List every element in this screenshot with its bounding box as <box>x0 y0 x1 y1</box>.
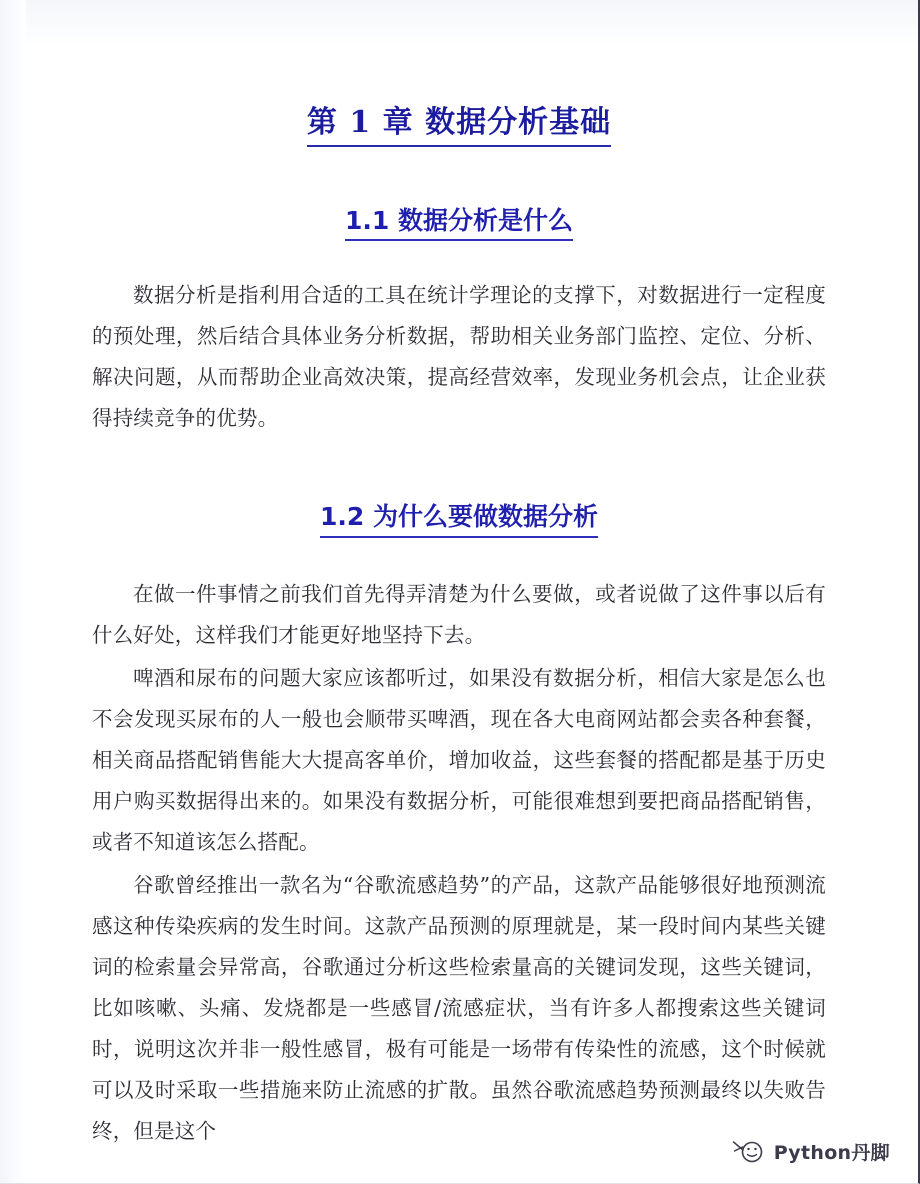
watermark-label: Python丹脚 <box>773 1141 890 1164</box>
paragraph: 谷歌曾经推出一款名为“谷歌流感趋势”的产品，这款产品能够很好地预测流感这种传染疾病的发生时间。这款产品预测的原理就是，某一段时间内某些关键词的检索量会异常高，谷歌通过分析这些检索量高的关键词发现，这些关键词，比如咳嗽、头痛、发烧都是一些感冒/流感症状，当有许多人都搜索这些关键词时，说明这次并非一般性感冒，极有可能是一场带有传染性的流感，这个时候就可以及时采取一些措施来防止流感的扩散。虽然谷歌流感趋势预测最终以失败告终，但是这个 <box>92 872 826 1143</box>
section-heading-1-2 <box>92 501 826 538</box>
section-label-1-1: 数据分析是什么 <box>398 205 574 235</box>
section-number-1-2: 1.2 <box>319 502 365 531</box>
paragraph: 啤酒和尿布的问题大家应该都听过，如果没有数据分析，相信大家是怎么也不会发现买尿布的人一般也会顺带买啤酒，现在各大电商网站都会卖各种套餐，相关商品搭配销售能大大提高客单价，增加收益，这些套餐的搭配都是基于历史用户购买数据得出来的。如果没有数据分析，可能很难想到要把商品搭配销售，或者不知道该怎么搭配。 <box>92 665 826 854</box>
section-label-1-2: 为什么要做数据分析 <box>373 502 599 531</box>
smiley-face-logo-icon <box>732 1137 766 1165</box>
watermark <box>732 1137 890 1165</box>
paragraph: 在做一件事情之前我们首先得弄清楚为什么要做，或者说做了这件事以后有什么好处，这样我们才能更好地坚持下去。 <box>92 581 826 647</box>
chapter-title-text: 第 1 章 数据分析基础 <box>307 104 611 147</box>
section-number-1-1: 1.1 <box>344 205 390 235</box>
chapter-title <box>92 0 826 147</box>
paragraph: 数据分析是指利用合适的工具在统计学理论的支撑下，对数据进行一定程度的预处理，然后结合具体业务分析数据，帮助相关业务部门监控、定位、分析、解决问题，从而帮助企业高效决策，提高经营效率，发现业务机会点，让企业获得持续竞争的优势。 <box>92 283 826 430</box>
section-heading-1-1 <box>92 205 826 242</box>
